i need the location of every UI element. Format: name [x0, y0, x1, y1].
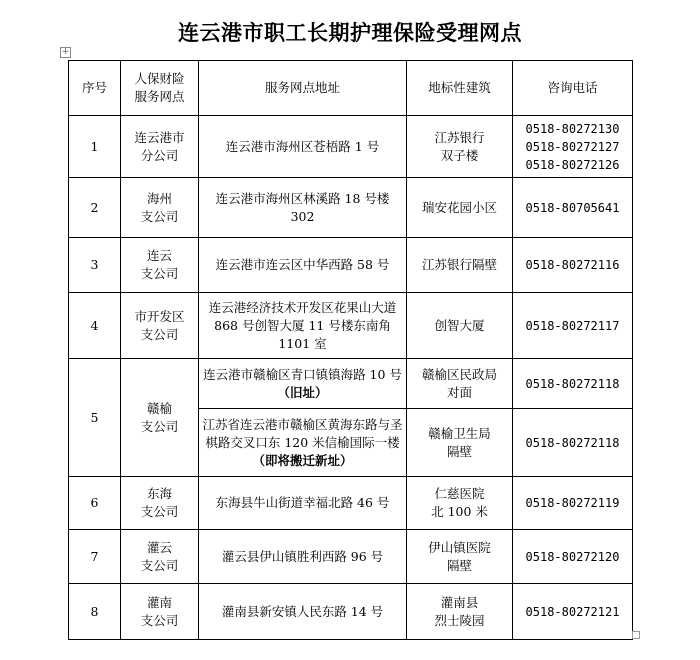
landmark-line: 对面 — [446, 384, 472, 400]
branch-line: 灌南 — [146, 594, 172, 610]
landmark-cell — [407, 584, 513, 640]
branch-cell — [121, 477, 199, 530]
seq-cell: 4 — [69, 293, 121, 359]
branch-line: 灌云 — [146, 539, 172, 555]
branch-line: 支公司 — [140, 612, 179, 628]
address-text: 连云港市赣榆区青口镇镇海路 10 号 — [203, 366, 402, 382]
phone-number: 0518-80272126 — [525, 157, 620, 172]
table-header-row — [69, 61, 633, 116]
table-row — [69, 293, 633, 359]
branch-line: 海州 — [146, 190, 172, 206]
phone-number: 0518-80272127 — [525, 139, 620, 154]
landmark-cell — [407, 477, 513, 530]
address-cell: 灌南县新安镇人民东路 14 号 — [199, 584, 407, 640]
address-cell: 连云港经济技术开发区花果山大道 868 号创智大厦 11 号楼东南角 1101 室 — [199, 293, 407, 359]
phone-cell: 0518-80272119 — [513, 477, 633, 530]
branch-line: 赣榆 — [146, 400, 172, 416]
phone-cell: 0518-80705641 — [513, 178, 633, 238]
landmark-line: 赣榆卫生局 — [428, 425, 491, 441]
table-row — [69, 116, 633, 178]
address-text: 江苏省连云港市赣榆区黄海东路与圣棋路交叉口东 120 米信榆国际一楼 — [202, 416, 403, 450]
address-cell — [199, 359, 407, 409]
branch-line: 连云港市 — [134, 129, 185, 145]
service-points-table — [68, 60, 633, 640]
seq-cell: 6 — [69, 477, 121, 530]
branch-line: 东海 — [146, 486, 172, 501]
phone-cell: 0518-80272118 — [513, 359, 633, 409]
landmark-line: 北 100 米 — [431, 504, 488, 519]
branch-line: 支公司 — [140, 266, 179, 281]
landmark-line: 灌南县 — [440, 594, 479, 610]
header-branch-line1: 人保财险 — [134, 71, 185, 86]
table-row — [69, 359, 633, 409]
seq-cell: 5 — [69, 359, 121, 477]
landmark-cell — [407, 409, 513, 477]
landmark-line: 隔壁 — [446, 443, 472, 459]
branch-line: 支公司 — [140, 504, 179, 519]
phone-cell: 0518-80272118 — [513, 409, 633, 477]
address-cell: 灌云县伊山镇胜利西路 96 号 — [199, 530, 407, 584]
address-cell: 连云港市海州区林溪路 18 号楼 302 — [199, 178, 407, 238]
landmark-line: 烈士陵园 — [434, 612, 485, 628]
address-status-note: （旧址） — [277, 384, 328, 400]
phone-cell: 0518-80272120 — [513, 530, 633, 584]
document-title: 连云港市职工长期护理保险受理网点 — [178, 20, 522, 45]
seq-cell: 1 — [69, 116, 121, 178]
table-row — [69, 477, 633, 530]
address-cell: 连云港市连云区中华西路 58 号 — [199, 238, 407, 293]
table-row — [69, 530, 633, 584]
branch-line: 支公司 — [140, 418, 179, 434]
phone-cell: 0518-80272121 — [513, 584, 633, 640]
landmark-line: 隔壁 — [446, 557, 472, 573]
landmark-cell: 瑞安花园小区 — [407, 178, 513, 238]
landmark-line: 赣榆区民政局 — [421, 366, 497, 382]
header-address: 服务网点地址 — [199, 61, 407, 116]
header-phone: 咨询电话 — [513, 61, 633, 116]
seq-cell: 7 — [69, 530, 121, 584]
branch-cell — [121, 293, 199, 359]
branch-cell — [121, 178, 199, 238]
header-seq: 序号 — [69, 61, 121, 116]
branch-line: 支公司 — [140, 208, 179, 224]
seq-cell: 8 — [69, 584, 121, 640]
branch-line: 支公司 — [140, 326, 179, 342]
address-cell: 东海县牛山街道幸福北路 46 号 — [199, 477, 407, 530]
header-branch-line2: 服务网点 — [134, 89, 185, 104]
branch-cell — [121, 238, 199, 293]
table-resize-handle[interactable] — [632, 631, 640, 639]
seq-cell: 3 — [69, 238, 121, 293]
seq-cell: 2 — [69, 178, 121, 238]
branch-line: 支公司 — [140, 557, 179, 573]
table-move-handle-icon[interactable]: + — [61, 47, 70, 57]
landmark-line: 仁慈医院 — [434, 486, 485, 501]
branch-line: 分公司 — [140, 147, 179, 163]
branch-cell — [121, 584, 199, 640]
phone-number: 0518-80272130 — [525, 121, 620, 136]
address-cell: 连云港市海州区苍梧路 1 号 — [199, 116, 407, 178]
landmark-cell: 创智大厦 — [407, 293, 513, 359]
landmark-line: 江苏银行 — [434, 129, 485, 145]
landmark-cell: 江苏银行隔壁 — [407, 238, 513, 293]
table-row — [69, 238, 633, 293]
branch-cell — [121, 530, 199, 584]
table-row — [69, 584, 633, 640]
landmark-cell — [407, 116, 513, 178]
landmark-cell — [407, 359, 513, 409]
branch-cell — [121, 116, 199, 178]
landmark-line: 双子楼 — [440, 147, 479, 163]
table-row — [69, 178, 633, 238]
header-branch — [121, 61, 199, 116]
branch-line: 市开发区 — [134, 308, 185, 324]
phone-cell: 0518-80272117 — [513, 293, 633, 359]
branch-line: 连云 — [146, 248, 172, 263]
header-landmark: 地标性建筑 — [407, 61, 513, 116]
landmark-cell — [407, 530, 513, 584]
address-status-note: （即将搬迁新址） — [252, 452, 353, 468]
phone-cell: 0518-80272116 — [513, 238, 633, 293]
address-cell — [199, 409, 407, 477]
phone-cell — [513, 116, 633, 178]
branch-cell — [121, 359, 199, 477]
landmark-line: 伊山镇医院 — [428, 539, 491, 555]
